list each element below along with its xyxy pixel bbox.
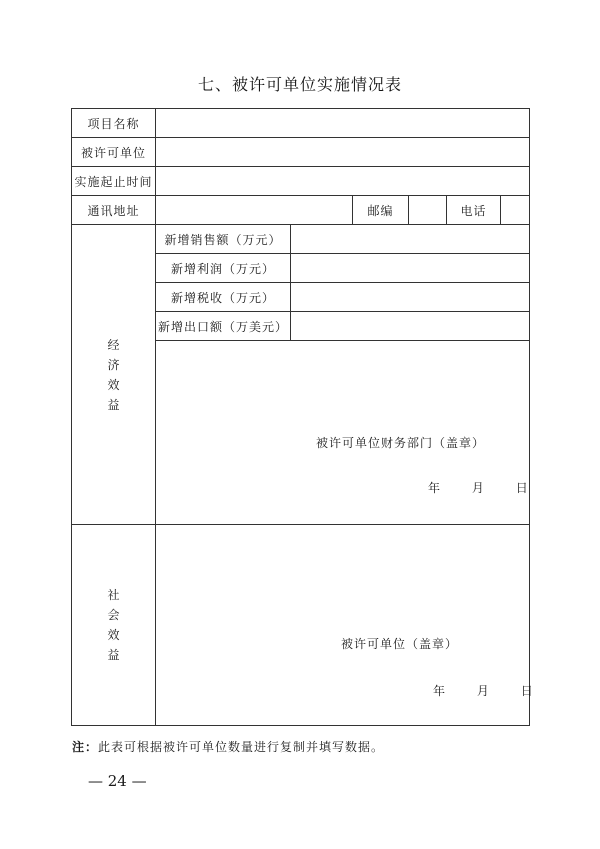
postcode-field[interactable] (409, 196, 447, 225)
licensee-unit-field[interactable] (156, 138, 530, 167)
licensee-seal-label: 被许可单位（盖章） (341, 637, 459, 651)
new-profit-field[interactable] (291, 254, 530, 283)
project-name-label: 项目名称 (72, 109, 156, 138)
postcode-label: 邮编 (353, 196, 409, 225)
project-name-field[interactable] (156, 109, 530, 138)
licensee-unit-label: 被许可单位 (72, 138, 156, 167)
social-signature-area[interactable] (156, 525, 534, 726)
new-export-label: 新增出口额（万美元） (156, 312, 291, 341)
economic-benefit-label: 经济效益 (107, 337, 120, 412)
period-field[interactable] (156, 167, 530, 196)
period-label: 实施起止时间 (72, 167, 156, 196)
page-title: 七、被许可单位实施情况表 (197, 75, 402, 94)
new-profit-label: 新增利润（万元） (156, 254, 291, 283)
finance-dept-seal-label: 被许可单位财务部门（盖章） (316, 436, 486, 450)
new-tax-label: 新增税收（万元） (156, 283, 291, 312)
implementation-table (71, 108, 534, 726)
new-export-field[interactable] (291, 312, 530, 341)
year-label: 年 (428, 481, 442, 495)
footnote-prefix: 注： (72, 740, 99, 754)
phone-field[interactable] (501, 196, 530, 225)
page-number: — 24 — (88, 772, 147, 790)
address-label: 通讯地址 (72, 196, 156, 225)
year-label: 年 (433, 684, 447, 698)
footnote (72, 738, 384, 755)
new-sales-label: 新增销售额（万元） (156, 225, 291, 254)
address-field[interactable] (156, 196, 353, 225)
month-label: 月 (471, 481, 485, 495)
economic-benefit-label-cell (72, 225, 156, 525)
day-label: 日 (520, 684, 534, 698)
month-label: 月 (476, 684, 490, 698)
footnote-text: 此表可根据被许可单位数量进行复制并填写数据。 (98, 740, 385, 754)
social-benefit-label-cell (72, 525, 156, 726)
social-date (433, 682, 534, 699)
new-sales-field[interactable] (291, 225, 530, 254)
social-benefit-label: 社会效益 (107, 588, 120, 662)
day-label: 日 (515, 481, 529, 495)
new-tax-field[interactable] (291, 283, 530, 312)
phone-label: 电话 (447, 196, 501, 225)
economic-date (428, 479, 529, 496)
economic-signature-area[interactable] (156, 341, 530, 525)
